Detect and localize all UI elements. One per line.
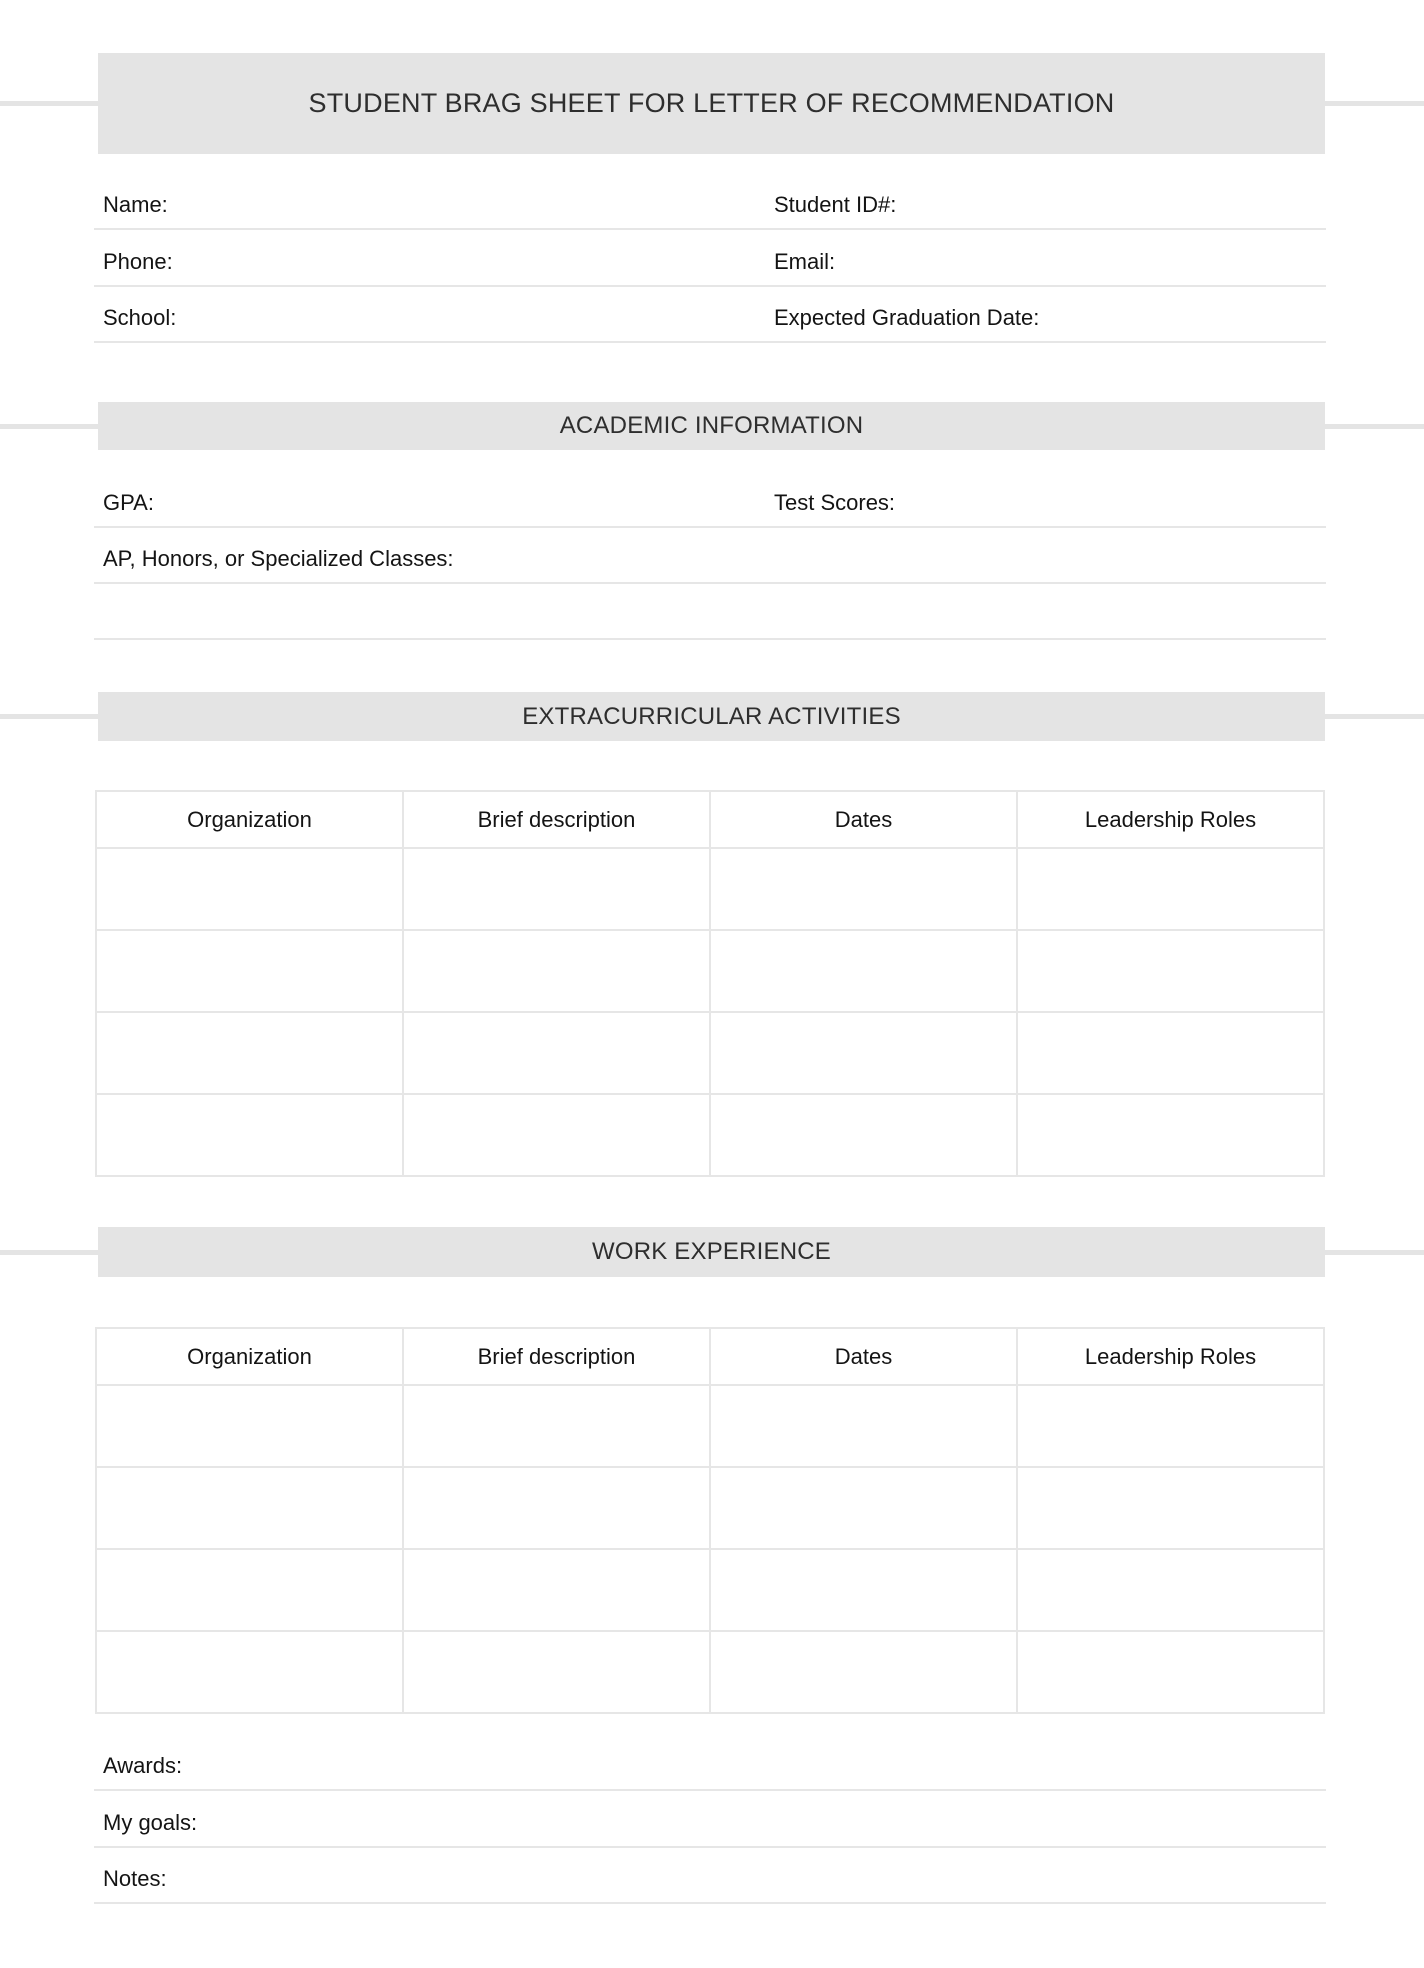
test-scores-label: Test Scores: [774,490,896,515]
table-row [96,1549,1324,1631]
awards-field[interactable] [94,1745,1326,1791]
goals-field[interactable] [94,1802,1326,1848]
column-header-dates: Dates [710,791,1017,848]
table-cell[interactable] [96,848,403,930]
work-side-line-left [0,1250,98,1255]
table-cell[interactable] [96,1094,403,1176]
table-cell[interactable] [96,1549,403,1631]
table-cell[interactable] [403,848,710,930]
table-row [96,1631,1324,1713]
phone-field[interactable] [94,241,1326,287]
table-row [96,930,1324,1012]
table-cell[interactable] [403,1631,710,1713]
table-cell[interactable] [1017,1549,1324,1631]
table-row [96,1385,1324,1467]
academic-side-line-left [0,424,98,429]
title-side-line-left [0,101,98,106]
extracurricular-section-header [98,692,1325,741]
table-cell[interactable] [1017,1631,1324,1713]
table-row [96,848,1324,930]
title-side-line-right [1325,101,1424,106]
column-header-leadership: Leadership Roles [1017,791,1324,848]
table-header-row [96,1328,1324,1385]
work-table [95,1327,1325,1714]
gpa-field[interactable] [94,482,1326,528]
table-cell[interactable] [1017,848,1324,930]
table-cell[interactable] [1017,1467,1324,1549]
table-cell[interactable] [403,930,710,1012]
table-cell[interactable] [710,1631,1017,1713]
table-cell[interactable] [710,930,1017,1012]
column-header-description: Brief description [403,1328,710,1385]
table-cell[interactable] [96,1631,403,1713]
column-header-leadership: Leadership Roles [1017,1328,1324,1385]
student-id-label: Student ID#: [774,192,897,217]
table-cell[interactable] [403,1549,710,1631]
work-section-header [98,1227,1325,1277]
work-side-line-right [1325,1250,1424,1255]
table-row [96,1012,1324,1094]
table-cell[interactable] [96,1467,403,1549]
name-field[interactable] [94,184,1326,230]
notes-label: Notes: [103,1866,167,1891]
table-header-row [96,791,1324,848]
academic-heading: ACADEMIC INFORMATION [559,412,864,439]
table-cell[interactable] [710,1549,1017,1631]
classes-label: AP, Honors, or Specialized Classes: [103,546,454,571]
table-row [96,1094,1324,1176]
classes-field-continued[interactable] [94,594,1326,640]
academic-side-line-right [1325,424,1424,429]
extracurricular-table [95,790,1325,1177]
work-heading: WORK EXPERIENCE [591,1238,832,1265]
notes-field[interactable] [94,1858,1326,1904]
table-cell[interactable] [710,1094,1017,1176]
goals-label: My goals: [103,1810,198,1835]
graduation-date-label: Expected Graduation Date: [774,305,1040,330]
table-cell[interactable] [1017,1385,1324,1467]
table-cell[interactable] [96,1012,403,1094]
table-cell[interactable] [1017,1094,1324,1176]
column-header-dates: Dates [710,1328,1017,1385]
gpa-label: GPA: [103,490,154,515]
table-cell[interactable] [96,930,403,1012]
table-cell[interactable] [403,1012,710,1094]
table-row [96,1467,1324,1549]
table-cell[interactable] [710,848,1017,930]
table-cell[interactable] [710,1385,1017,1467]
table-cell[interactable] [710,1012,1017,1094]
extracurricular-heading: EXTRACURRICULAR ACTIVITIES [522,702,901,730]
name-label: Name: [103,192,168,217]
extracurricular-side-line-right [1325,714,1424,719]
academic-section-header [98,402,1325,450]
extracurricular-side-line-left [0,714,98,719]
school-field[interactable] [94,297,1326,343]
column-header-description: Brief description [403,791,710,848]
phone-label: Phone: [103,249,173,274]
column-header-organization: Organization [96,1328,403,1385]
page-title-text: STUDENT BRAG SHEET FOR LETTER OF RECOMMENDATION [308,88,1115,118]
email-label: Email: [774,249,836,274]
awards-label: Awards: [103,1753,183,1778]
classes-field[interactable] [94,538,1326,584]
column-header-organization: Organization [96,791,403,848]
table-cell[interactable] [403,1094,710,1176]
table-cell[interactable] [403,1467,710,1549]
table-cell[interactable] [1017,1012,1324,1094]
table-cell[interactable] [1017,930,1324,1012]
table-cell[interactable] [403,1385,710,1467]
table-cell[interactable] [710,1467,1017,1549]
page-title [98,53,1325,154]
school-label: School: [103,305,177,330]
table-cell[interactable] [96,1385,403,1467]
